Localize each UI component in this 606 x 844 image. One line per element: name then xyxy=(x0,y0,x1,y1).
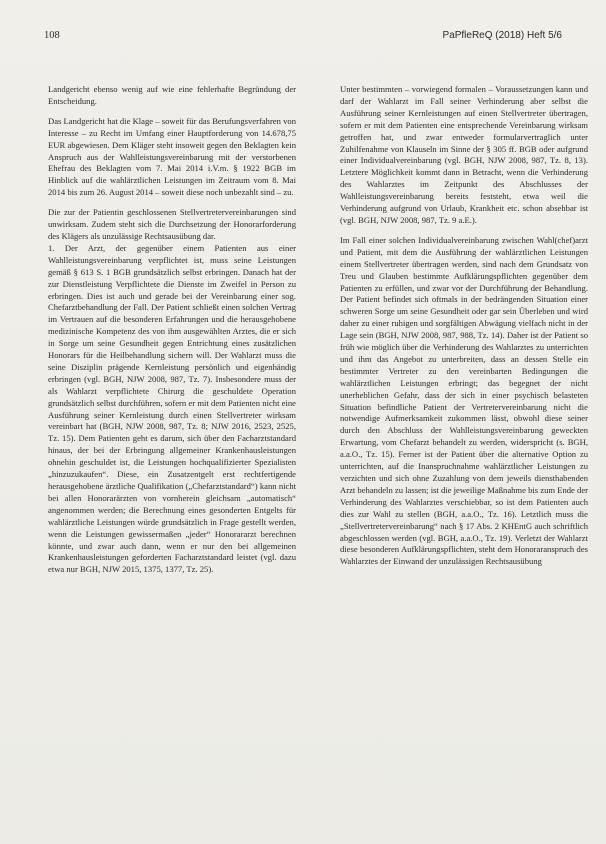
paragraph: Im Fall einer solchen Individualvereinbarung zwischen Wahl(chef)arzt und Patient, mit dem die Ausführung der wahlärztlichen Leistungen einem Stellvertreter übertragen werden, sind nach dem Grundsatz von Treu und Glauben bestimmte Aufklärungspflichten gegenüber dem Patienten zu erfüllen, und zwar vor der Durchführung der Behandlung. Der Patient befindet sich oftmals in der bedrängenden Situation einer schweren Sorge um seine Gesundheit oder gar sein Überleben und wird daher zu einer ruhigen und sorgfältigen Abwägung vielfach nicht in der Lage sein (BGH, NJW 2008, 987, 988, Tz. 14). Daher ist der Patient so früh wie möglich über die Verhinderung des Wahlarztes zu unterrichten und ihm das Angebot zu unterbreiten, dass an dessen Stelle ein bestimmter Vertreter zu den vereinbarten Bedingungen die wahlärztlichen Leistungen erbringt; das begegnet der nicht unerheblichen Gefahr, dass der sich in einer psychisch belasteten Situation befindliche Patient der Vertretervereinbarung nicht die notwendige Aufmerksamkeit zukommen lässt, obwohl diese seiner durch den Abschluss der Wahlleistungsvereinbarung geweckten Erwartung, vom Chefarzt behandelt zu werden, widerspricht (s. BGH, a.a.O., Tz. 15). Ferner ist der Patient über die alternative Option zu unterrichten, auf die Inanspruchnahme wahlärztlicher Leistungen zu verzichten und sich ohne Zuzahlung von dem jeweils diensthabenden Arzt behandeln zu lassen; ist die jeweilige Maßnahme bis zum Ende der Verhinderung des Wahlarztes verschiebbar, so ist dem Patienten auch dies zur Wahl zu stellen (BGH, a.a.O., Tz. 16). Letztlich muss die „Stellvertretervereinbarung“ nach § 17 Abs. 2 KHEntG auch schriftlich abgeschlossen werden (vgl. BGH, a.a.O., Tz. 19). Verletzt der Wahlarzt diese besonderen Aufklärungspflichten, steht dem Honoraranspruch des Wahlarztes der Einwand der unzulässigen Rechtsausübung xyxy=(340,234,588,567)
text-columns xyxy=(48,84,588,584)
left-column xyxy=(48,84,296,584)
page-number: 108 xyxy=(44,30,60,41)
paragraph: Die zur der Patientin geschlossenen Stellvertretervereinbarungen sind unwirksam. Zudem steht sich die Durchsetzung der Honorarforderung des Klägers als unzulässige Rechtsausübung dar. xyxy=(48,207,296,241)
paragraph: Unter bestimmten – vorwiegend formalen – Voraussetzungen kann und darf der Wahlarzt im Fall seiner Verhinderung aber selbst die Ausführung seiner Kernleistungen auf einen Stellvertreter übertragen, sofern er mit dem Patienten eine entsprechende Vereinbarung wirksam getroffen hat, und zwar entweder formularvertraglich unter Zuhilfenahme von Klauseln im Sinne der § 305 ff. BGB oder aufgrund einer Individualvereinbarung (vgl. BGH, NJW 2008, 987, Tz. 8, 13). Letztere Möglichkeit kommt dann in Betracht, wenn die Verhinderung des Wahlarztes im Zeitpunkt des Abschlusses der Wahlleistungsvereinbarung bereits feststeht, etwa weil die Verhinderung aufgrund von Urlaub, Krankheit etc. schon absehbar ist (vgl. BGH, NJW 2008, 987, Tz. 9 a.E.). xyxy=(340,84,588,225)
running-header xyxy=(44,30,562,44)
right-column xyxy=(340,84,588,584)
paragraph: 1. Der Arzt, der gegenüber einem Patienten aus einer Wahlleistungsvereinbarung verpflichtet ist, muss seine Leistungen gemäß § 613 S. 1 BGB grundsätzlich selbst erbringen. Danach hat der zur Dienstleistung Verpflichtete die Dienste im Zweifel in Person zu erbringen. Dies ist auch und gerade bei der Vereinbarung einer sog. Chefarztbehandlung der Fall. Der Patient schließt einen solchen Vertrag im Vertrauen auf die besonderen Erfahrungen und die herausgehobene medizinische Kompetenz des von ihm ausgewählten Arztes, die er sich in Sorge um seine Gesundheit gegen Entrichtung eines zusätzlichen Honorars für die Heilbehandlung sichern will. Der Wahlarzt muss die seine Disziplin prägende Kernleistung persönlich und eigenhändig erbringen (vgl. BGH, NJW 2008, 987, Tz. 7). Insbesondere muss der als Wahlarzt verpflichtete Chirurg die geschuldete Operation grundsätzlich selbst durchführen, sofern er mit dem Patienten nicht eine Ausführung seiner Kernleistung durch einen Stellvertreter wirksam vereinbart hat (BGH, NJW 2008, 987, Tz. 8; NJW 2016, 2523, 2525, Tz. 15). Dem Patienten geht es darum, sich über den Facharztstandard hinaus, der bei der Erbringung allgemeiner Krankenhausleistungen ohnehin geschuldet ist, die Leistungen hochqualifizierter Spezialisten „hinzuzukaufen“. Diese, ein Zusatzentgelt erst rechtfertigende herausgehobene ärztliche Qualifikation („Chefarztstandard“) kann nicht bei allen Honorarärzten von vornherein gleichsam „automatisch“ angenommen werden; die Berechnung eines gesonderten Entgelts für wahlärztliche Leistungen würde grundsätzlich in Frage gestellt werden, wenn die Leistungen gewissermaßen „jeder“ Honorararzt berechnen könnte, und zwar auch dann, wenn er nur den bei allgemeinen Krankenhausleistungen geforderten Facharztstandard leistet (vgl. dazu etwa nur BGH, NJW 2015, 1375, 1377, Tz. 25). xyxy=(48,242,296,575)
paragraph: Das Landgericht hat die Klage – soweit für das Berufungsverfahren von Interesse – zu Recht im Umfang einer Hauptforderung von 14.678,75 EUR abgewiesen. Dem Kläger steht insoweit gegen den Beklagten kein Anspruch aus der Wahlleistungsvereinbarung mit der verstorbenen Ehefrau des Beklagten vom 7. Mai 2014 i.V.m. § 1922 BGB im Hinblick auf die wahlärztlichen Leistungen im Zeitraum vom 8. Mai 2014 bis zum 26. August 2014 – soweit diese noch unbezahlt sind – zu. xyxy=(48,115,296,198)
journal-citation: PaPfleReQ (2018) Heft 5/6 xyxy=(442,30,562,41)
paragraph: Landgericht ebenso wenig auf wie eine fehlerhafte Begründung der Entscheidung. xyxy=(48,84,296,106)
